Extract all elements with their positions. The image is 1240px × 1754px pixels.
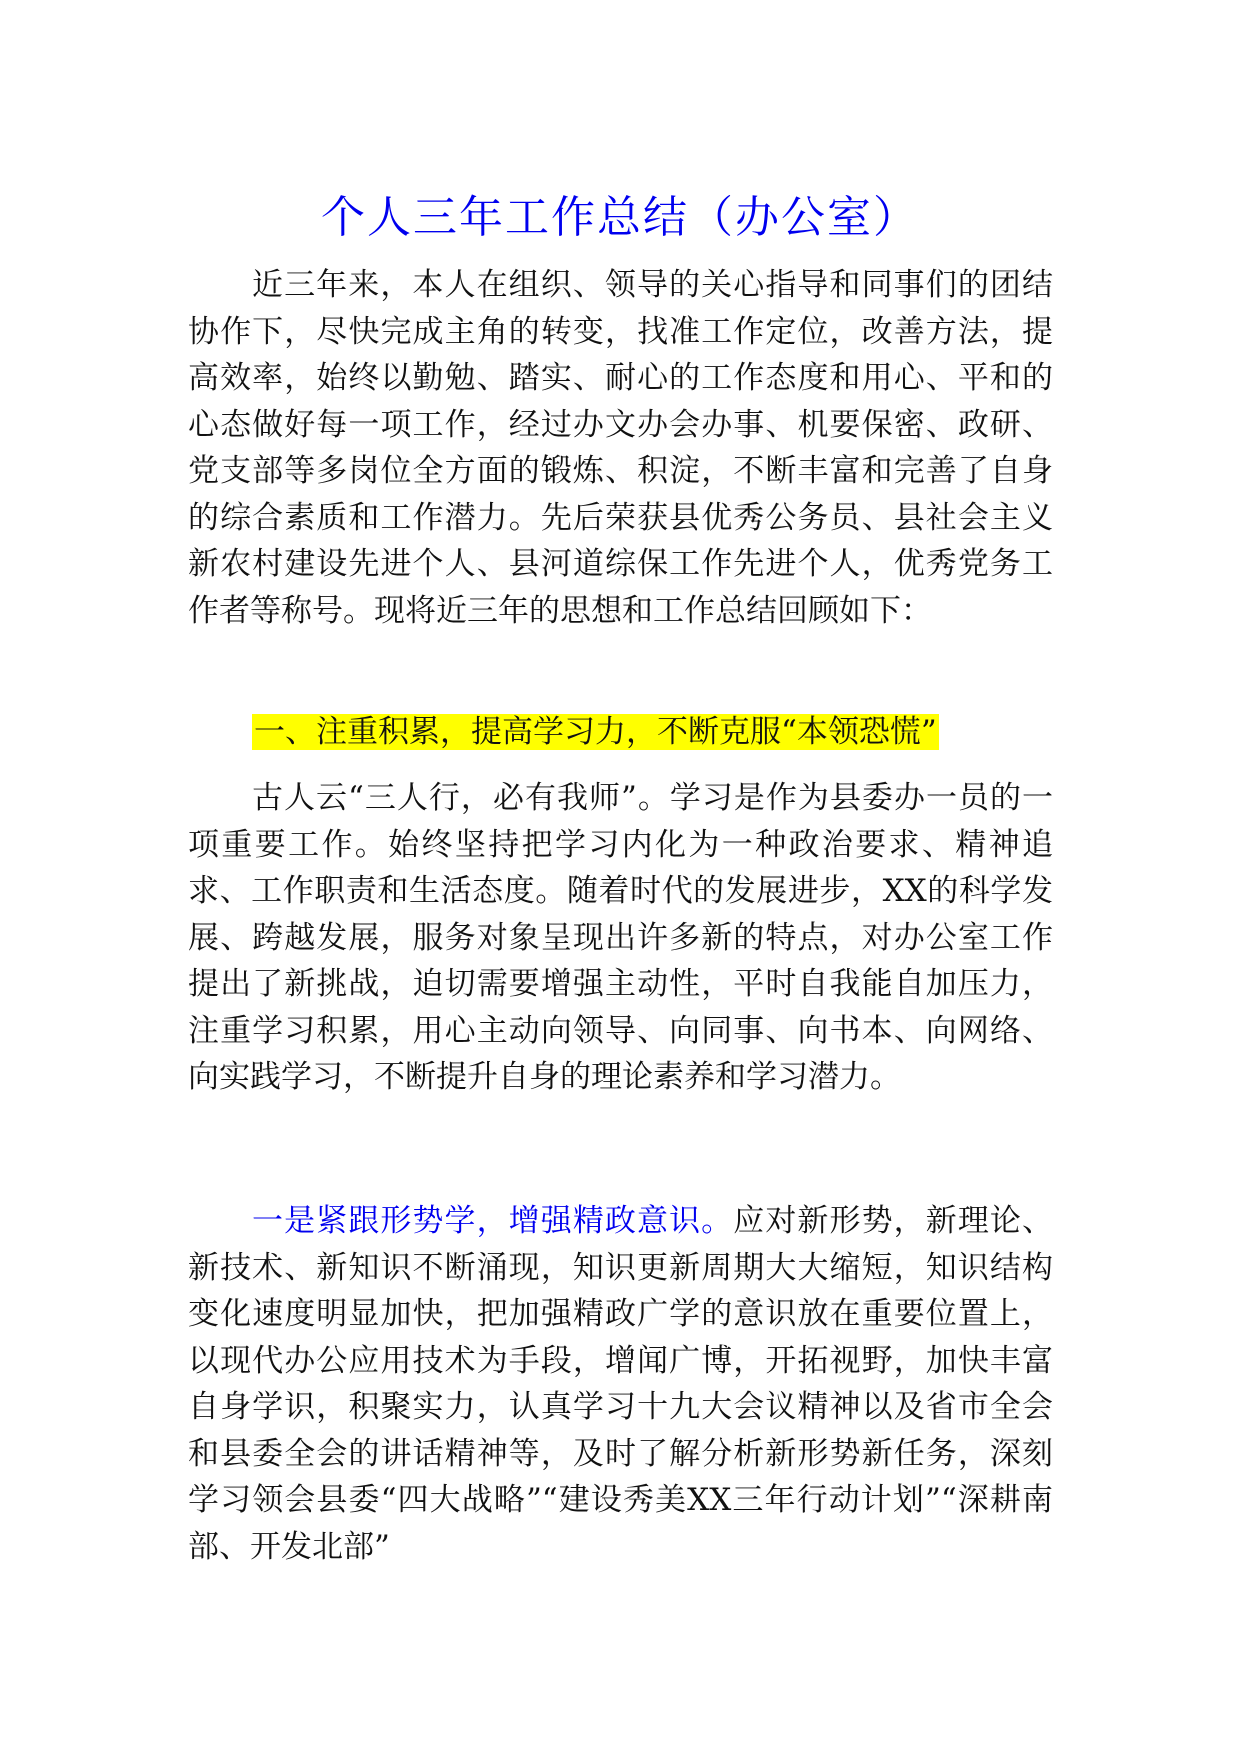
- paragraph-intro: 近三年来，本人在组织、领导的关心指导和同事们的团结协作下，尽快完成主角的转变，找准工作定位，改善方法，提高效率，始终以勤勉、踏实、耐心的工作态度和用心、平和的心态做好每一项工作，经过办文办会办事、机要保密、政研、党支部等多岗位全方面的锻炼、积淀，不断丰富和完善了自身的综合素质和工作潜力。先后荣获县优秀公务员、县社会主义新农村建设先进个人、县河道综保工作先进个人，优秀党务工作者等称号。现将近三年的思想和工作总结回顾如下：: [188, 267, 1053, 629]
- section-heading-1-highlight: 一、注重积累，提高学习力，不断克服“本领恐慌”: [254, 714, 937, 750]
- paragraph-follow-trend: [188, 1198, 1053, 1570]
- paragraph-lead-emphasis: 一是紧跟形势学，增强精政意识。: [252, 1203, 734, 1239]
- document-title: 个人三年工作总结（办公室）: [321, 192, 919, 243]
- paragraph-trend-body: 应对新形势，新理论、新技术、新知识不断涌现，知识更新周期大大缩短，知识结构变化速度明显加快，把加强精政广学的意识放在重要位置上，以现代办公应用技术为手段，增闻广博，开拓视野，加快丰富自身学识，积聚实力，认真学习十九大会议精神以及省市全会和县委全会的讲话精神等，及时了解分析新形势新任务，深刻学习领会县委“四大战略”“建设秀美XX三年行动计划”“深耕南部、开发北部”: [188, 1203, 1053, 1565]
- section-heading-1: [252, 709, 939, 755]
- paragraph-ancient-saying: 古人云“三人行，必有我师”。学习是作为县委办一员的一项重要工作。始终坚持把学习内化为一种政治要求、精神追求、工作职责和生活态度。随着时代的发展进步，XX的科学发展、跨越发展，服务对象呈现出许多新的特点，对办公室工作提出了新挑战，迫切需要增强主动性，平时自我能自加压力，注重学习积累，用心主动向领导、向同事、向书本、向网络、向实践学习，不断提升自身的理论素养和学习潜力。: [188, 780, 1053, 1095]
